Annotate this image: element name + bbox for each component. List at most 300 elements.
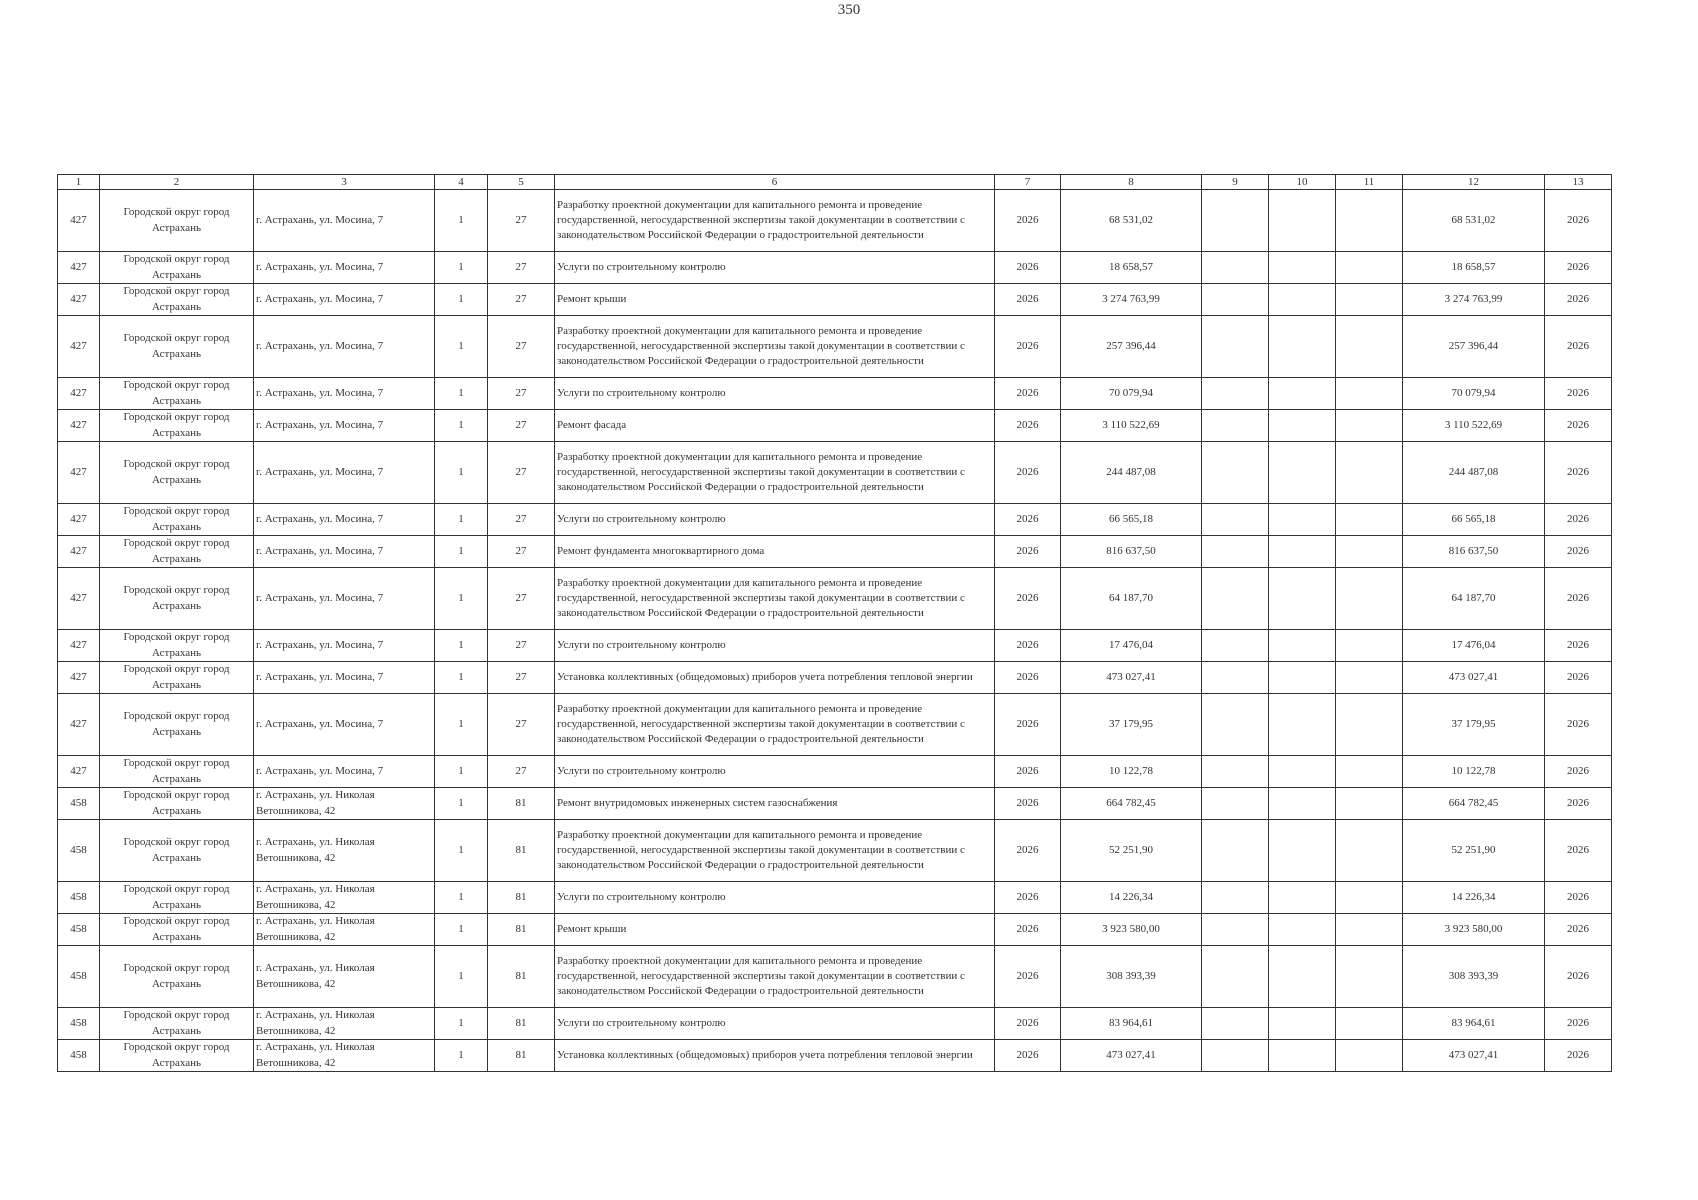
col-11-value-cell <box>1336 1040 1403 1072</box>
table-row <box>58 442 1612 504</box>
municipality-cell: Городской округ город Астрахань <box>100 694 254 756</box>
row-number-cell: 427 <box>58 662 100 694</box>
planned-year-cell: 2026 <box>995 1040 1061 1072</box>
col-11-value-cell <box>1336 1008 1403 1040</box>
work-type-cell: Разработку проектной документации для капитального ремонта и проведение государственной, негосударственной экспертизы такой документации в соответствии с законодательством Российской Федерации о градостроительной деятельности <box>555 568 995 630</box>
col-5-value-cell: 27 <box>488 378 555 410</box>
col-5-value-cell: 81 <box>488 946 555 1008</box>
completion-year-cell: 2026 <box>1545 630 1612 662</box>
municipality-cell: Городской округ город Астрахань <box>100 756 254 788</box>
col-4-value-cell: 1 <box>435 662 488 694</box>
col-9-value-cell <box>1202 882 1269 914</box>
total-cost-cell: 257 396,44 <box>1061 316 1202 378</box>
total-cost-cell: 10 122,78 <box>1061 756 1202 788</box>
row-number-cell: 458 <box>58 788 100 820</box>
row-number-cell: 427 <box>58 378 100 410</box>
completion-year-cell: 2026 <box>1545 820 1612 882</box>
regional-fund-cost-cell: 10 122,78 <box>1403 756 1545 788</box>
col-4-value-cell: 1 <box>435 788 488 820</box>
planned-year-cell: 2026 <box>995 630 1061 662</box>
col-11-value-cell <box>1336 284 1403 316</box>
row-number-cell: 427 <box>58 568 100 630</box>
row-number-cell: 427 <box>58 190 100 252</box>
address-cell: г. Астрахань, ул. Мосина, 7 <box>254 190 435 252</box>
completion-year-cell: 2026 <box>1545 914 1612 946</box>
col-10-value-cell <box>1269 630 1336 662</box>
col-5-value-cell: 27 <box>488 662 555 694</box>
col-5-value-cell: 81 <box>488 820 555 882</box>
completion-year-cell: 2026 <box>1545 410 1612 442</box>
total-cost-cell: 66 565,18 <box>1061 504 1202 536</box>
planned-year-cell: 2026 <box>995 662 1061 694</box>
planned-year-cell: 2026 <box>995 882 1061 914</box>
column-number-12: 12 <box>1403 175 1545 190</box>
col-5-value-cell: 27 <box>488 756 555 788</box>
row-number-cell: 427 <box>58 630 100 662</box>
address-cell: г. Астрахань, ул. Мосина, 7 <box>254 662 435 694</box>
regional-fund-cost-cell: 473 027,41 <box>1403 1040 1545 1072</box>
table-row <box>58 410 1612 442</box>
col-10-value-cell <box>1269 252 1336 284</box>
col-10-value-cell <box>1269 820 1336 882</box>
total-cost-cell: 473 027,41 <box>1061 1040 1202 1072</box>
regional-fund-cost-cell: 257 396,44 <box>1403 316 1545 378</box>
col-4-value-cell: 1 <box>435 442 488 504</box>
address-cell: г. Астрахань, ул. Мосина, 7 <box>254 504 435 536</box>
col-9-value-cell <box>1202 190 1269 252</box>
address-cell: г. Астрахань, ул. Николая Ветошникова, 42 <box>254 1040 435 1072</box>
planned-year-cell: 2026 <box>995 190 1061 252</box>
col-9-value-cell <box>1202 1008 1269 1040</box>
row-number-cell: 427 <box>58 694 100 756</box>
row-number-cell: 427 <box>58 410 100 442</box>
col-10-value-cell <box>1269 504 1336 536</box>
col-5-value-cell: 81 <box>488 1008 555 1040</box>
municipality-cell: Городской округ город Астрахань <box>100 1008 254 1040</box>
row-number-cell: 427 <box>58 442 100 504</box>
col-9-value-cell <box>1202 694 1269 756</box>
work-type-cell: Ремонт крыши <box>555 914 995 946</box>
table-row <box>58 630 1612 662</box>
total-cost-cell: 244 487,08 <box>1061 442 1202 504</box>
regional-fund-cost-cell: 3 274 763,99 <box>1403 284 1545 316</box>
col-4-value-cell: 1 <box>435 882 488 914</box>
column-number-13: 13 <box>1545 175 1612 190</box>
column-number-row <box>58 175 1612 190</box>
col-5-value-cell: 27 <box>488 536 555 568</box>
row-number-cell: 458 <box>58 946 100 1008</box>
address-cell: г. Астрахань, ул. Мосина, 7 <box>254 442 435 504</box>
table-row <box>58 568 1612 630</box>
regional-fund-cost-cell: 70 079,94 <box>1403 378 1545 410</box>
col-9-value-cell <box>1202 316 1269 378</box>
column-number-8: 8 <box>1061 175 1202 190</box>
total-cost-cell: 64 187,70 <box>1061 568 1202 630</box>
municipality-cell: Городской округ город Астрахань <box>100 316 254 378</box>
page-number: 350 <box>837 2 861 18</box>
column-number-3: 3 <box>254 175 435 190</box>
regional-fund-cost-cell: 83 964,61 <box>1403 1008 1545 1040</box>
municipality-cell: Городской округ город Астрахань <box>100 284 254 316</box>
column-number-11: 11 <box>1336 175 1403 190</box>
total-cost-cell: 14 226,34 <box>1061 882 1202 914</box>
col-5-value-cell: 81 <box>488 914 555 946</box>
table-body <box>58 190 1612 1072</box>
col-4-value-cell: 1 <box>435 378 488 410</box>
table-row <box>58 662 1612 694</box>
table-row <box>58 756 1612 788</box>
col-5-value-cell: 27 <box>488 316 555 378</box>
planned-year-cell: 2026 <box>995 410 1061 442</box>
row-number-cell: 458 <box>58 820 100 882</box>
table-row <box>58 946 1612 1008</box>
table-row <box>58 284 1612 316</box>
col-9-value-cell <box>1202 946 1269 1008</box>
completion-year-cell: 2026 <box>1545 536 1612 568</box>
col-9-value-cell <box>1202 788 1269 820</box>
regional-fund-cost-cell: 37 179,95 <box>1403 694 1545 756</box>
col-4-value-cell: 1 <box>435 756 488 788</box>
address-cell: г. Астрахань, ул. Мосина, 7 <box>254 284 435 316</box>
planned-year-cell: 2026 <box>995 788 1061 820</box>
total-cost-cell: 816 637,50 <box>1061 536 1202 568</box>
col-9-value-cell <box>1202 914 1269 946</box>
planned-year-cell: 2026 <box>995 820 1061 882</box>
municipality-cell: Городской округ город Астрахань <box>100 630 254 662</box>
col-10-value-cell <box>1269 914 1336 946</box>
column-number-6: 6 <box>555 175 995 190</box>
address-cell: г. Астрахань, ул. Мосина, 7 <box>254 252 435 284</box>
col-10-value-cell <box>1269 284 1336 316</box>
planned-year-cell: 2026 <box>995 442 1061 504</box>
col-4-value-cell: 1 <box>435 504 488 536</box>
planned-year-cell: 2026 <box>995 568 1061 630</box>
table-row <box>58 694 1612 756</box>
total-cost-cell: 3 274 763,99 <box>1061 284 1202 316</box>
col-5-value-cell: 81 <box>488 882 555 914</box>
completion-year-cell: 2026 <box>1545 1040 1612 1072</box>
total-cost-cell: 3 110 522,69 <box>1061 410 1202 442</box>
work-type-cell: Установка коллективных (общедомовых) приборов учета потребления тепловой энергии <box>555 662 995 694</box>
municipality-cell: Городской округ город Астрахань <box>100 378 254 410</box>
planned-year-cell: 2026 <box>995 756 1061 788</box>
column-number-4: 4 <box>435 175 488 190</box>
col-10-value-cell <box>1269 410 1336 442</box>
col-9-value-cell <box>1202 1040 1269 1072</box>
total-cost-cell: 17 476,04 <box>1061 630 1202 662</box>
work-type-cell: Разработку проектной документации для капитального ремонта и проведение государственной, негосударственной экспертизы такой документации в соответствии с законодательством Российской Федерации о градостроительной деятельности <box>555 694 995 756</box>
table-row <box>58 820 1612 882</box>
address-cell: г. Астрахань, ул. Николая Ветошникова, 42 <box>254 788 435 820</box>
address-cell: г. Астрахань, ул. Мосина, 7 <box>254 568 435 630</box>
completion-year-cell: 2026 <box>1545 946 1612 1008</box>
regional-fund-cost-cell: 68 531,02 <box>1403 190 1545 252</box>
planned-year-cell: 2026 <box>995 1008 1061 1040</box>
total-cost-cell: 70 079,94 <box>1061 378 1202 410</box>
planned-year-cell: 2026 <box>995 316 1061 378</box>
table-row <box>58 1040 1612 1072</box>
work-type-cell: Разработку проектной документации для капитального ремонта и проведение государственной, негосударственной экспертизы такой документации в соответствии с законодательством Российской Федерации о градостроительной деятельности <box>555 442 995 504</box>
completion-year-cell: 2026 <box>1545 378 1612 410</box>
regional-fund-cost-cell: 816 637,50 <box>1403 536 1545 568</box>
municipality-cell: Городской округ город Астрахань <box>100 946 254 1008</box>
col-11-value-cell <box>1336 568 1403 630</box>
col-5-value-cell: 27 <box>488 694 555 756</box>
municipality-cell: Городской округ город Астрахань <box>100 1040 254 1072</box>
completion-year-cell: 2026 <box>1545 788 1612 820</box>
table-row <box>58 882 1612 914</box>
col-10-value-cell <box>1269 442 1336 504</box>
municipality-cell: Городской округ город Астрахань <box>100 252 254 284</box>
work-type-cell: Услуги по строительному контролю <box>555 1008 995 1040</box>
work-type-cell: Услуги по строительному контролю <box>555 252 995 284</box>
regional-fund-cost-cell: 52 251,90 <box>1403 820 1545 882</box>
col-4-value-cell: 1 <box>435 1040 488 1072</box>
col-11-value-cell <box>1336 756 1403 788</box>
regional-fund-cost-cell: 3 110 522,69 <box>1403 410 1545 442</box>
municipality-cell: Городской округ город Астрахань <box>100 568 254 630</box>
regional-fund-cost-cell: 64 187,70 <box>1403 568 1545 630</box>
col-4-value-cell: 1 <box>435 946 488 1008</box>
col-5-value-cell: 27 <box>488 504 555 536</box>
capital-repair-table <box>57 174 1612 1072</box>
work-type-cell: Услуги по строительному контролю <box>555 630 995 662</box>
completion-year-cell: 2026 <box>1545 316 1612 378</box>
work-type-cell: Ремонт фасада <box>555 410 995 442</box>
col-9-value-cell <box>1202 536 1269 568</box>
col-9-value-cell <box>1202 252 1269 284</box>
col-11-value-cell <box>1336 820 1403 882</box>
planned-year-cell: 2026 <box>995 252 1061 284</box>
address-cell: г. Астрахань, ул. Николая Ветошникова, 42 <box>254 946 435 1008</box>
table-row <box>58 1008 1612 1040</box>
column-number-7: 7 <box>995 175 1061 190</box>
col-4-value-cell: 1 <box>435 568 488 630</box>
planned-year-cell: 2026 <box>995 378 1061 410</box>
col-10-value-cell <box>1269 378 1336 410</box>
work-type-cell: Услуги по строительному контролю <box>555 756 995 788</box>
total-cost-cell: 3 923 580,00 <box>1061 914 1202 946</box>
column-number-9: 9 <box>1202 175 1269 190</box>
col-9-value-cell <box>1202 284 1269 316</box>
col-11-value-cell <box>1336 946 1403 1008</box>
row-number-cell: 427 <box>58 536 100 568</box>
municipality-cell: Городской округ город Астрахань <box>100 820 254 882</box>
total-cost-cell: 52 251,90 <box>1061 820 1202 882</box>
work-type-cell: Услуги по строительному контролю <box>555 882 995 914</box>
work-type-cell: Ремонт крыши <box>555 284 995 316</box>
planned-year-cell: 2026 <box>995 694 1061 756</box>
col-10-value-cell <box>1269 662 1336 694</box>
row-number-cell: 427 <box>58 504 100 536</box>
regional-fund-cost-cell: 308 393,39 <box>1403 946 1545 1008</box>
address-cell: г. Астрахань, ул. Мосина, 7 <box>254 630 435 662</box>
col-5-value-cell: 81 <box>488 788 555 820</box>
col-10-value-cell <box>1269 536 1336 568</box>
col-10-value-cell <box>1269 946 1336 1008</box>
column-number-1: 1 <box>58 175 100 190</box>
regional-fund-cost-cell: 473 027,41 <box>1403 662 1545 694</box>
total-cost-cell: 18 658,57 <box>1061 252 1202 284</box>
col-10-value-cell <box>1269 1008 1336 1040</box>
completion-year-cell: 2026 <box>1545 442 1612 504</box>
col-4-value-cell: 1 <box>435 630 488 662</box>
address-cell: г. Астрахань, ул. Мосина, 7 <box>254 378 435 410</box>
municipality-cell: Городской округ город Астрахань <box>100 190 254 252</box>
completion-year-cell: 2026 <box>1545 1008 1612 1040</box>
regional-fund-cost-cell: 66 565,18 <box>1403 504 1545 536</box>
col-5-value-cell: 27 <box>488 442 555 504</box>
planned-year-cell: 2026 <box>995 284 1061 316</box>
municipality-cell: Городской округ город Астрахань <box>100 882 254 914</box>
work-type-cell: Ремонт фундамента многоквартирного дома <box>555 536 995 568</box>
col-10-value-cell <box>1269 1040 1336 1072</box>
regional-fund-cost-cell: 664 782,45 <box>1403 788 1545 820</box>
col-11-value-cell <box>1336 630 1403 662</box>
col-5-value-cell: 27 <box>488 568 555 630</box>
col-4-value-cell: 1 <box>435 820 488 882</box>
col-5-value-cell: 27 <box>488 630 555 662</box>
work-type-cell: Разработку проектной документации для капитального ремонта и проведение государственной, негосударственной экспертизы такой документации в соответствии с законодательством Российской Федерации о градостроительной деятельности <box>555 946 995 1008</box>
table-row <box>58 316 1612 378</box>
col-9-value-cell <box>1202 662 1269 694</box>
row-number-cell: 458 <box>58 1008 100 1040</box>
col-11-value-cell <box>1336 410 1403 442</box>
regional-fund-cost-cell: 18 658,57 <box>1403 252 1545 284</box>
row-number-cell: 458 <box>58 914 100 946</box>
col-11-value-cell <box>1336 190 1403 252</box>
municipality-cell: Городской округ город Астрахань <box>100 442 254 504</box>
address-cell: г. Астрахань, ул. Мосина, 7 <box>254 316 435 378</box>
municipality-cell: Городской округ город Астрахань <box>100 504 254 536</box>
col-11-value-cell <box>1336 882 1403 914</box>
row-number-cell: 427 <box>58 316 100 378</box>
address-cell: г. Астрахань, ул. Мосина, 7 <box>254 410 435 442</box>
completion-year-cell: 2026 <box>1545 190 1612 252</box>
col-11-value-cell <box>1336 914 1403 946</box>
work-type-cell: Разработку проектной документации для капитального ремонта и проведение государственной, негосударственной экспертизы такой документации в соответствии с законодательством Российской Федерации о градостроительной деятельности <box>555 190 995 252</box>
address-cell: г. Астрахань, ул. Мосина, 7 <box>254 756 435 788</box>
col-11-value-cell <box>1336 694 1403 756</box>
regional-fund-cost-cell: 3 923 580,00 <box>1403 914 1545 946</box>
table-row <box>58 788 1612 820</box>
col-9-value-cell <box>1202 568 1269 630</box>
completion-year-cell: 2026 <box>1545 662 1612 694</box>
total-cost-cell: 664 782,45 <box>1061 788 1202 820</box>
address-cell: г. Астрахань, ул. Николая Ветошникова, 42 <box>254 914 435 946</box>
table-row <box>58 914 1612 946</box>
table-row <box>58 504 1612 536</box>
row-number-cell: 427 <box>58 252 100 284</box>
address-cell: г. Астрахань, ул. Николая Ветошникова, 42 <box>254 882 435 914</box>
planned-year-cell: 2026 <box>995 504 1061 536</box>
row-number-cell: 427 <box>58 756 100 788</box>
regional-fund-cost-cell: 244 487,08 <box>1403 442 1545 504</box>
col-5-value-cell: 27 <box>488 410 555 442</box>
total-cost-cell: 308 393,39 <box>1061 946 1202 1008</box>
address-cell: г. Астрахань, ул. Николая Ветошникова, 42 <box>254 820 435 882</box>
regional-fund-cost-cell: 14 226,34 <box>1403 882 1545 914</box>
completion-year-cell: 2026 <box>1545 568 1612 630</box>
col-4-value-cell: 1 <box>435 252 488 284</box>
work-type-cell: Разработку проектной документации для капитального ремонта и проведение государственной, негосударственной экспертизы такой документации в соответствии с законодательством Российской Федерации о градостроительной деятельности <box>555 820 995 882</box>
total-cost-cell: 68 531,02 <box>1061 190 1202 252</box>
col-11-value-cell <box>1336 442 1403 504</box>
column-number-5: 5 <box>488 175 555 190</box>
municipality-cell: Городской округ город Астрахань <box>100 788 254 820</box>
col-10-value-cell <box>1269 568 1336 630</box>
col-5-value-cell: 27 <box>488 190 555 252</box>
regional-fund-cost-cell: 17 476,04 <box>1403 630 1545 662</box>
table-row <box>58 378 1612 410</box>
completion-year-cell: 2026 <box>1545 756 1612 788</box>
col-9-value-cell <box>1202 756 1269 788</box>
work-type-cell: Услуги по строительному контролю <box>555 378 995 410</box>
planned-year-cell: 2026 <box>995 946 1061 1008</box>
col-10-value-cell <box>1269 694 1336 756</box>
work-type-cell: Ремонт внутридомовых инженерных систем газоснабжения <box>555 788 995 820</box>
col-5-value-cell: 27 <box>488 252 555 284</box>
row-number-cell: 458 <box>58 882 100 914</box>
table-row <box>58 536 1612 568</box>
col-5-value-cell: 27 <box>488 284 555 316</box>
col-9-value-cell <box>1202 442 1269 504</box>
col-10-value-cell <box>1269 316 1336 378</box>
completion-year-cell: 2026 <box>1545 252 1612 284</box>
col-4-value-cell: 1 <box>435 410 488 442</box>
table-row <box>58 252 1612 284</box>
address-cell: г. Астрахань, ул. Мосина, 7 <box>254 694 435 756</box>
col-4-value-cell: 1 <box>435 316 488 378</box>
row-number-cell: 458 <box>58 1040 100 1072</box>
col-4-value-cell: 1 <box>435 284 488 316</box>
col-11-value-cell <box>1336 378 1403 410</box>
col-4-value-cell: 1 <box>435 536 488 568</box>
planned-year-cell: 2026 <box>995 536 1061 568</box>
completion-year-cell: 2026 <box>1545 284 1612 316</box>
completion-year-cell: 2026 <box>1545 504 1612 536</box>
col-10-value-cell <box>1269 788 1336 820</box>
col-11-value-cell <box>1336 252 1403 284</box>
table-row <box>58 190 1612 252</box>
col-11-value-cell <box>1336 316 1403 378</box>
completion-year-cell: 2026 <box>1545 694 1612 756</box>
col-4-value-cell: 1 <box>435 1008 488 1040</box>
total-cost-cell: 83 964,61 <box>1061 1008 1202 1040</box>
municipality-cell: Городской округ город Астрахань <box>100 536 254 568</box>
work-type-cell: Услуги по строительному контролю <box>555 504 995 536</box>
municipality-cell: Городской округ город Астрахань <box>100 410 254 442</box>
municipality-cell: Городской округ город Астрахань <box>100 914 254 946</box>
col-10-value-cell <box>1269 190 1336 252</box>
col-10-value-cell <box>1269 882 1336 914</box>
planned-year-cell: 2026 <box>995 914 1061 946</box>
col-9-value-cell <box>1202 378 1269 410</box>
col-9-value-cell <box>1202 410 1269 442</box>
col-10-value-cell <box>1269 756 1336 788</box>
col-9-value-cell <box>1202 504 1269 536</box>
total-cost-cell: 473 027,41 <box>1061 662 1202 694</box>
col-11-value-cell <box>1336 788 1403 820</box>
col-11-value-cell <box>1336 504 1403 536</box>
col-4-value-cell: 1 <box>435 190 488 252</box>
address-cell: г. Астрахань, ул. Мосина, 7 <box>254 536 435 568</box>
work-type-cell: Разработку проектной документации для капитального ремонта и проведение государственной, негосударственной экспертизы такой документации в соответствии с законодательством Российской Федерации о градостроительной деятельности <box>555 316 995 378</box>
address-cell: г. Астрахань, ул. Николая Ветошникова, 42 <box>254 1008 435 1040</box>
row-number-cell: 427 <box>58 284 100 316</box>
total-cost-cell: 37 179,95 <box>1061 694 1202 756</box>
completion-year-cell: 2026 <box>1545 882 1612 914</box>
